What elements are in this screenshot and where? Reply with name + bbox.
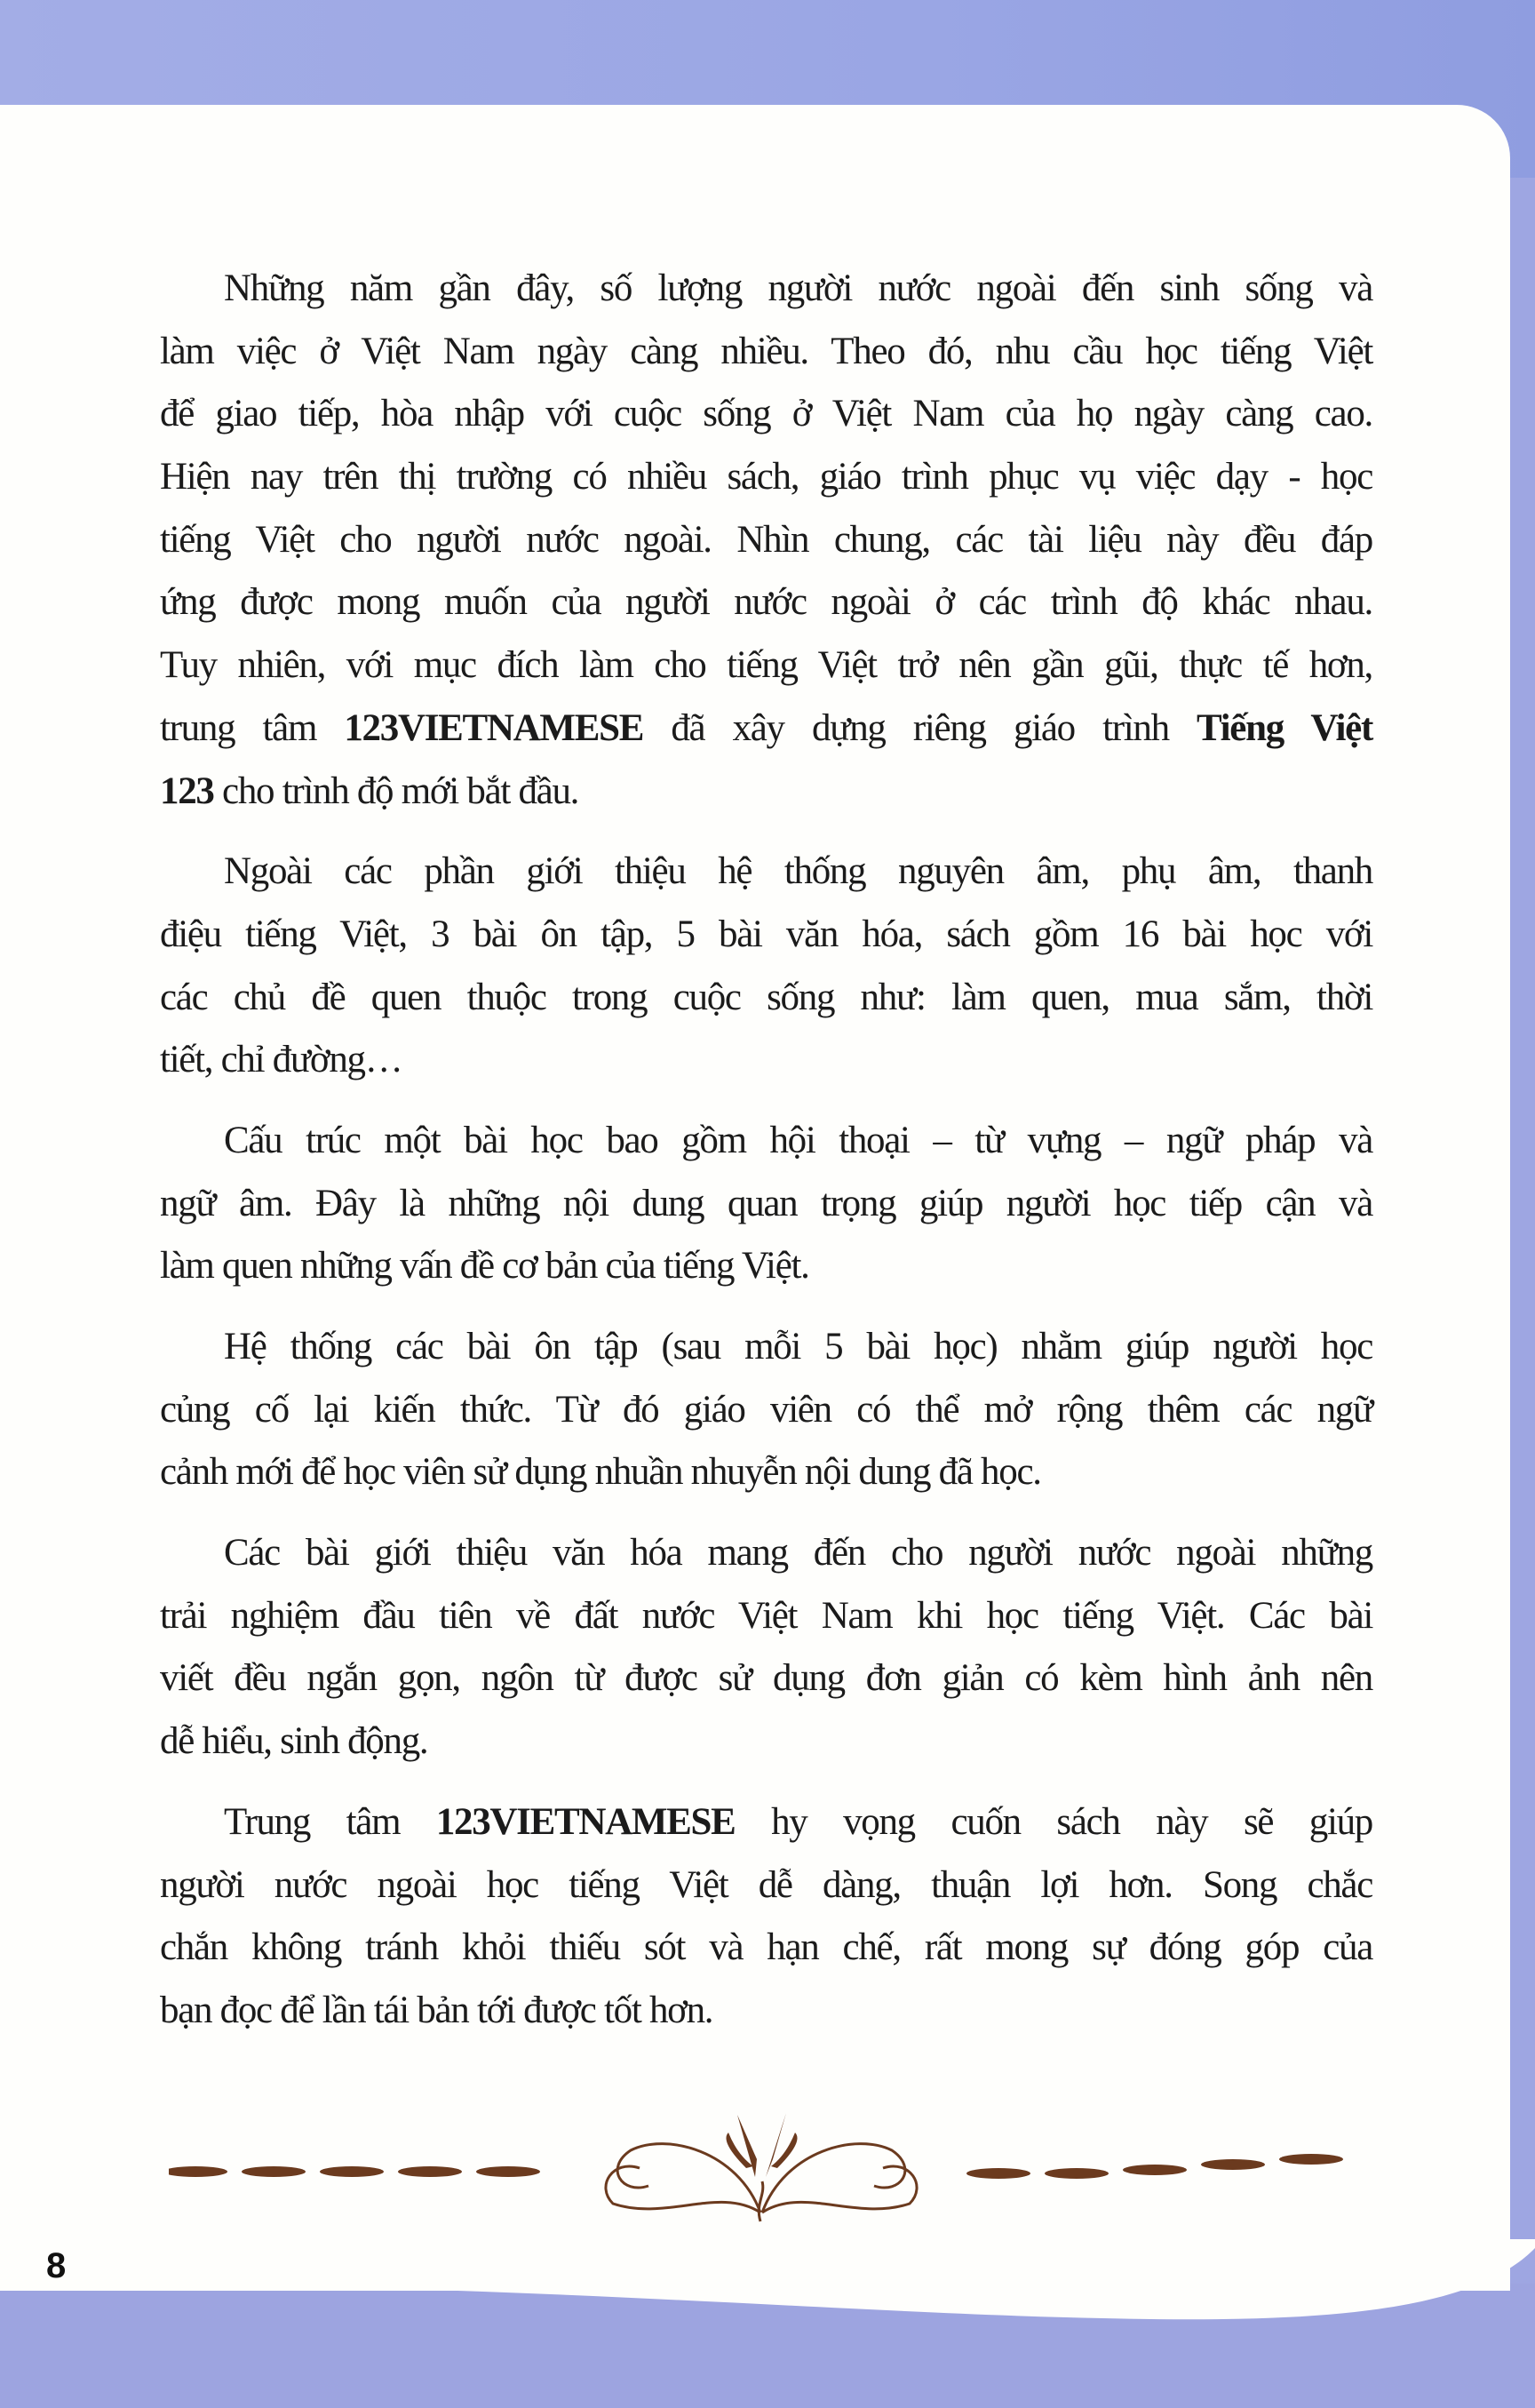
text-line [160,571,1372,634]
text-line [160,258,1372,321]
text-segment: để giao tiếp, hòa nhập với cuộc sống ở Việt Nam của họ ngày càng cao. [160,393,1372,435]
page-number: 8 [46,2246,67,2285]
text-line [160,446,1372,509]
text-segment: cảnh mới để học viên sử dụng nhuần nhuyễn nội dung đã học. [160,1451,1041,1494]
text-segment: trải nghiệm đầu tiên về đất nước Việt Nam khi học tiếng Việt. Các bài [160,1594,1372,1637]
paragraph [160,1791,1372,2043]
text-line [160,634,1372,698]
text-segment: tiết, chỉ đường… [160,1039,402,1081]
text-line [160,1917,1372,1980]
text-segment: củng cố lại kiến thức. Từ đó giáo viên có thể mở rộng thêm các ngữ [160,1388,1372,1431]
text-line [160,1980,1372,2043]
text-segment: Tuy nhiên, với mục đích làm cho tiếng Việt trở nên gần gũi, thực tế hơn, [160,644,1372,687]
text-segment: chắn không tránh khỏi thiếu sót và hạn chế, rất mong sự đóng góp của [160,1926,1372,1969]
paragraph [160,1316,1372,1504]
bold-text: 123VIETNAMESE [344,706,644,749]
text-line [160,1854,1372,1918]
text-segment: tiếng Việt cho người nước ngoài. Nhìn chung, các tài liệu này đều đáp [160,518,1372,561]
text-line [160,509,1372,572]
text-line [160,1522,1372,1585]
bold-text: 123VIETNAMESE [435,1800,736,1843]
text-line [160,1647,1372,1710]
text-line [160,841,1372,904]
text-segment: Ngoài các phần giới thiệu hệ thống nguyên âm, phụ âm, thanh [224,850,1372,893]
text-segment: trung tâm [160,706,345,749]
text-segment: Trung tâm [224,1800,436,1843]
text-segment: viết đều ngắn gọn, ngôn từ được sử dụng đơn giản có kèm hình ảnh nên [160,1657,1372,1700]
text-segment: ứng được mong muốn của người nước ngoài ở các trình độ khác nhau. [160,581,1372,624]
text-line [160,1441,1372,1504]
paragraph [160,1110,1372,1298]
bold-text: Tiếng Việt [1197,706,1372,749]
text-segment: Cấu trúc một bài học bao gồm hội thoại – từ vựng – ngữ pháp và [224,1119,1372,1161]
text-line [160,1379,1372,1442]
text-segment: bạn đọc để lần tái bản tới được tốt hơn. [160,1989,713,2031]
text-line [160,698,1372,761]
text-segment: Những năm gần đây, số lượng người nước ngoài đến sinh sống và [224,267,1372,309]
text-segment: làm quen những vấn đề cơ bản của tiếng Việt. [160,1245,809,1288]
text-segment: hy vọng cuốn sách này sẽ giúp [735,1800,1372,1843]
text-segment: làm việc ở Việt Nam ngày càng nhiều. Theo đó, nhu cầu học tiếng Việt [160,330,1372,372]
text-line [160,383,1372,446]
text-segment: cho trình độ mới bắt đầu. [213,769,579,812]
text-line [160,1710,1372,1774]
paragraph [160,1522,1372,1774]
text-line [160,1316,1372,1379]
text-line [160,321,1372,384]
preface-body [160,258,1372,2061]
text-segment: người nước ngoài học tiếng Việt dễ dàng, thuận lợi hơn. Song chắc [160,1863,1372,1906]
decorative-divider-ornament [169,2097,1377,2230]
text-line [160,1173,1372,1236]
page-bottom-edge [0,2239,1535,2346]
paragraph [160,258,1372,823]
text-segment: điệu tiếng Việt, 3 bài ôn tập, 5 bài văn hóa, sách gồm 16 bài học với [160,913,1372,955]
paragraph [160,841,1372,1092]
text-line [160,1585,1372,1648]
bold-text: 123 [160,769,214,812]
text-line [160,904,1372,967]
text-line [160,1235,1372,1298]
text-segment: Hệ thống các bài ôn tập (sau mỗi 5 bài học) nhằm giúp người học [224,1326,1372,1367]
text-segment: các chủ đề quen thuộc trong cuộc sống như: làm quen, mua sắm, thời [160,976,1372,1018]
text-segment: ngữ âm. Đây là những nội dung quan trọng giúp người học tiếp cận và [160,1182,1372,1224]
text-segment: Hiện nay trên thị trường có nhiều sách, giáo trình phục vụ việc dạy - học [160,456,1372,498]
text-line [160,1029,1372,1092]
text-line [160,761,1372,824]
text-segment: Các bài giới thiệu văn hóa mang đến cho người nước ngoài những [224,1532,1372,1575]
text-line [160,1791,1372,1854]
text-line [160,967,1372,1030]
text-line [160,1110,1372,1173]
text-segment: đã xây dựng riêng giáo trình [643,706,1197,749]
text-segment: dễ hiểu, sinh động. [160,1720,428,1763]
